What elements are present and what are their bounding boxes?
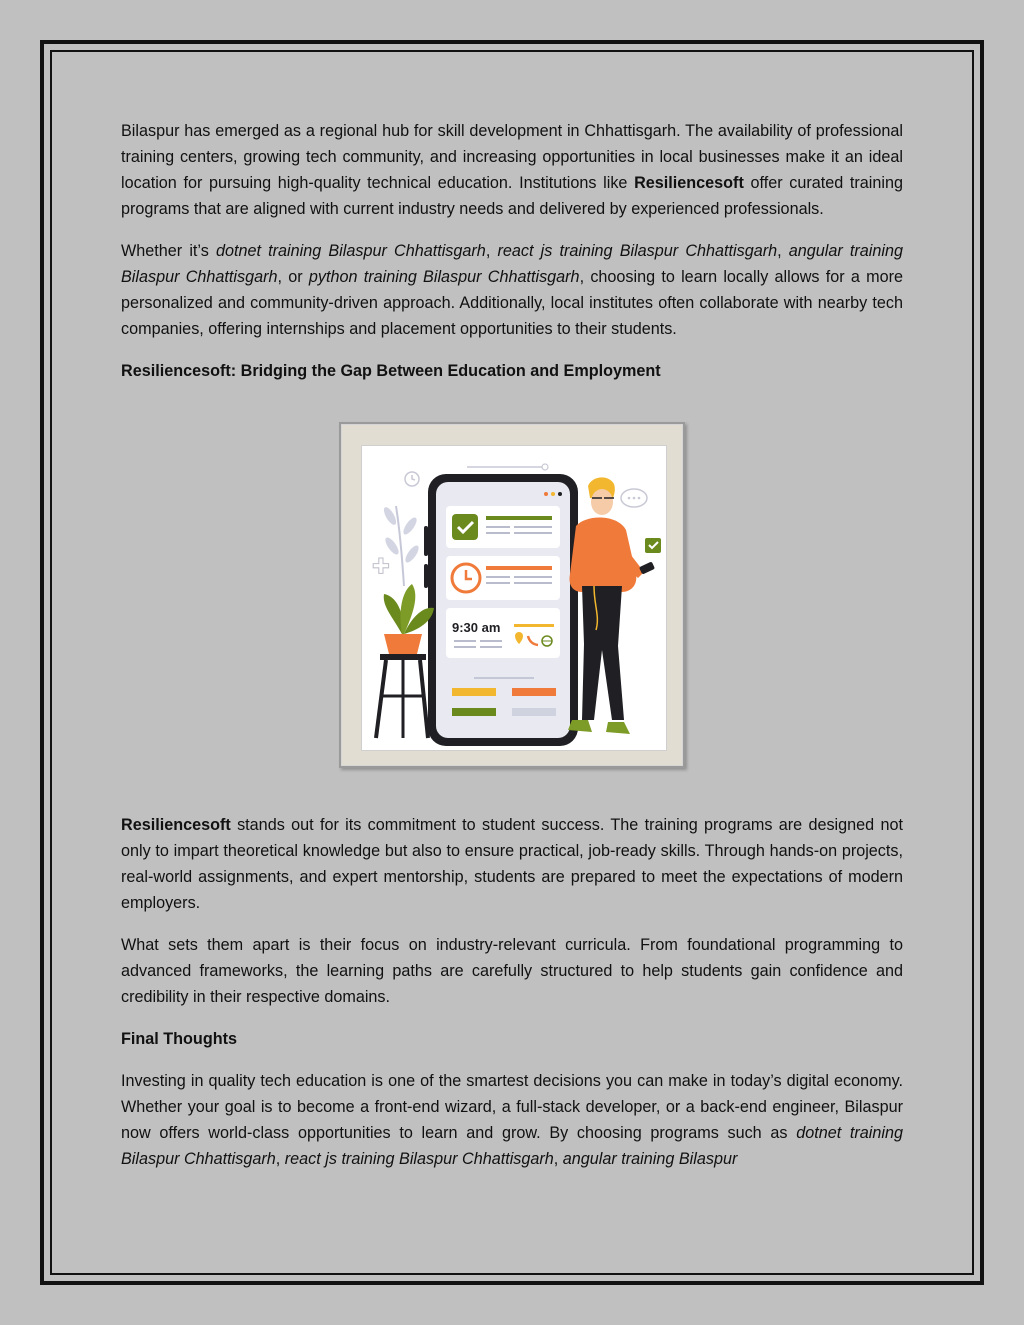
course-react: react js training Bilaspur Chhattisgarh [497,242,778,260]
person-shoe [568,720,592,732]
button-green [452,708,496,716]
schedule-time: 9:30 am [452,620,501,635]
document-body [121,118,903,1188]
text-run: Whether it’s [121,242,216,260]
text-run: offer curated training programs that are aligned with current industry needs and delivered by experienced professionals. [121,174,903,218]
mobile-app-illustration [362,446,666,750]
course-angular: angular training Bilaspur Chhattisgarh [121,242,904,286]
branch-stem [396,506,404,586]
course-python: python training Bilaspur Chhattisgarh [308,268,580,286]
illustration-container [121,422,903,772]
paragraph-commitment [121,812,903,916]
brand-name: Resiliencesoft [121,816,231,834]
paragraph-courses [121,238,903,342]
illustration-frame [339,422,685,768]
stool-top [380,654,426,660]
text-run: , or [277,268,309,286]
leaf-shape [403,544,421,565]
course-angular: angular training Bilaspur [562,1150,738,1168]
text-run: Investing in quality tech education is one of the smartest decisions you can make in today’s digital economy. Whether your goal is to become a front-end wizard, a full-stack developer, or a back-end engineer, Bilaspur now offers world-class opportunities to learn and grow. By choosing programs such as [121,1072,903,1142]
text-run: , [553,1150,563,1168]
button-yellow [452,688,496,696]
deco-dot [542,464,548,470]
course-dotnet: dotnet training Bilaspur Chhattisgarh [121,1124,903,1168]
section-heading-final: Final Thoughts [121,1030,237,1048]
clock-hands-icon [412,475,415,480]
plus-icon [373,558,388,573]
text-run: , [275,1150,285,1168]
button-gray [512,708,556,716]
person-pants [582,586,624,720]
text-run: Bilaspur has emerged as a regional hub for skill development in Chhattisgarh. The availability of professional training centers, growing tech community, and increasing opportunities in local businesses make it an ideal location for pursuing high-quality technical education. Institutions like [121,122,903,192]
button-orange [512,688,556,696]
text-run: , [485,242,498,260]
leaf-shape [383,536,401,557]
text-run: , [777,242,789,260]
check-badge-icon [645,538,661,553]
paragraph-intro [121,118,903,222]
brand-name: Resiliencesoft [634,174,744,192]
plant-pot [384,634,422,654]
course-dotnet: dotnet training Bilaspur Chhattisgarh [215,242,486,260]
text-run: stands out for its commitment to student success. The training programs are designed not only to impart theoretical knowledge but also to ensure practical, job-ready skills. Through hands-on projects, real-world assignments, and expert mentorship, students are prepared to meet the expectations of modern employers. [121,816,903,912]
checkmark-icon [452,514,478,540]
course-react: react js training Bilaspur Chhattisgarh [284,1150,554,1168]
illustration-canvas [361,445,667,751]
paragraph-final [121,1068,903,1172]
person-face [591,489,613,515]
paragraph-curricula: What sets them apart is their focus on industry-relevant curricula. From foundational programming to advanced frameworks, the learning paths are carefully structured to help students gain confidence and credibility in their respective domains. [121,936,903,1006]
section-heading-bridging: Resiliencesoft: Bridging the Gap Between Education and Employment [121,362,661,380]
leaf-shape [401,516,419,537]
text-run: , choosing to learn locally allows for a more personalized and community-driven approach. Additionally, local institutes often collaborate with nearby tech companies, offering internships and placement opportunities to their students. [121,268,904,338]
person-shoe [606,722,630,734]
